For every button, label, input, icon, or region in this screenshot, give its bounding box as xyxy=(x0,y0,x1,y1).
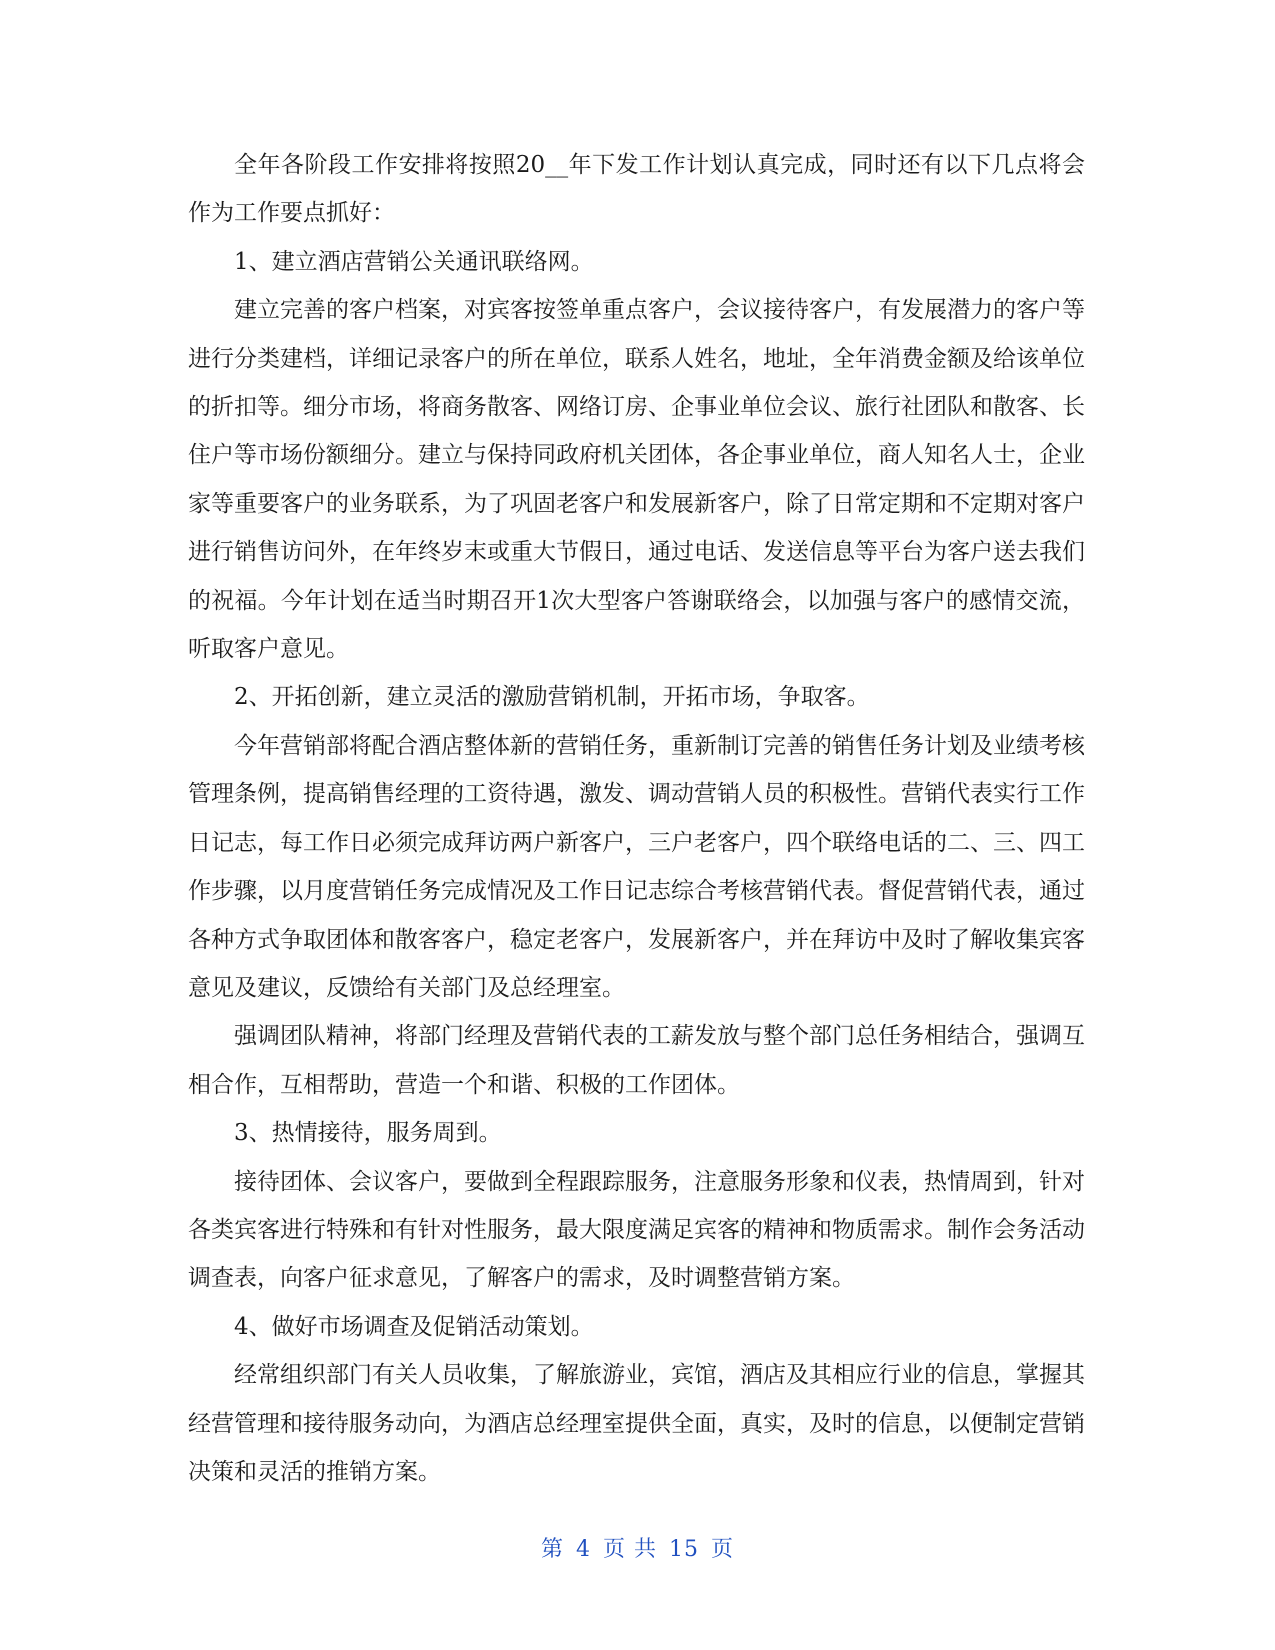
page-footer xyxy=(0,1532,1275,1563)
footer-prefix: 第 xyxy=(540,1537,564,1562)
heading-item-4: 4、做好市场调查及促销活动策划。 xyxy=(234,1313,594,1340)
document-body xyxy=(188,141,1085,1496)
heading-item-2: 2、开拓创新，建立灵活的激励营销机制，开拓市场，争取客。 xyxy=(234,684,870,711)
paragraph-item-2a: 今年营销部将配合酒店整体新的营销任务，重新制订完善的销售任务计划及业绩考核管理条例，提高销售经理的工资待遇，激发、调动营销人员的积极性。营销代表实行工作日记志，每工作日必须完成拜访两户新客户，三户老客户，四个联络电话的二、三、四工作步骤，以月度营销任务完成情况及工作日记志综合考核营销代表。督促营销代表，通过各种方式争取团体和散客客户，稳定老客户，发展新客户，并在拜访中及时了解收集宾客意见及建议，反馈给有关部门及总经理室。 xyxy=(188,732,1085,1001)
paragraph-item-3: 接待团体、会议客户，要做到全程跟踪服务，注意服务形象和仪表，热情周到，针对各类宾客进行特殊和有针对性服务，最大限度满足宾客的精神和物质需求。制作会务活动调查表，向客户征求意见，了解客户的需求，及时调整营销方案。 xyxy=(188,1168,1085,1292)
paragraph-item-4: 经常组织部门有关人员收集，了解旅游业，宾馆，酒店及其相应行业的信息，掌握其经营管理和接待服务动向，为酒店总经理室提供全面，真实，及时的信息，以便制定营销决策和灵活的推销方案。 xyxy=(188,1362,1085,1485)
paragraph-item-1: 建立完善的客户档案，对宾客按签单重点客户，会议接待客户，有发展潜力的客户等进行分类建档，详细记录客户的所在单位，联系人姓名，地址，全年消费金额及给该单位的折扣等。细分市场，将商务散客、网络订房、企事业单位会议、旅行社团队和散客、长住户等市场份额细分。建立与保持同政府机关团体，各企事业单位，商人知名人士，企业家等重要客户的业务联系，为了巩固老客户和发展新客户，除了日常定期和不定期对客户进行销售访问外，在年终岁末或重大节假日，通过电话、发送信息等平台为客户送去我们的祝福。今年计划在适当时期召开1次大型客户答谢联络会，以加强与客户的感情交流，听取客户意见。 xyxy=(188,297,1085,663)
footer-suffix: 页 xyxy=(711,1537,735,1562)
footer-middle: 页 共 xyxy=(603,1537,657,1562)
paragraph-intro: 全年各阶段工作安排将按照20__年下发工作计划认真完成，同时还有以下几点将会作为工作要点抓好： xyxy=(188,152,1085,227)
heading-item-3: 3、热情接待，服务周到。 xyxy=(234,1120,502,1147)
footer-page-number: 4 xyxy=(576,1537,591,1562)
paragraph-item-2b: 强调团队精神，将部门经理及营销代表的工薪发放与整个部门总任务相结合，强调互相合作，互相帮助，营造一个和谐、积极的工作团体。 xyxy=(188,1023,1085,1098)
heading-item-1: 1、建立酒店营销公关通讯联络网。 xyxy=(234,248,594,275)
footer-total-pages: 15 xyxy=(669,1537,699,1562)
